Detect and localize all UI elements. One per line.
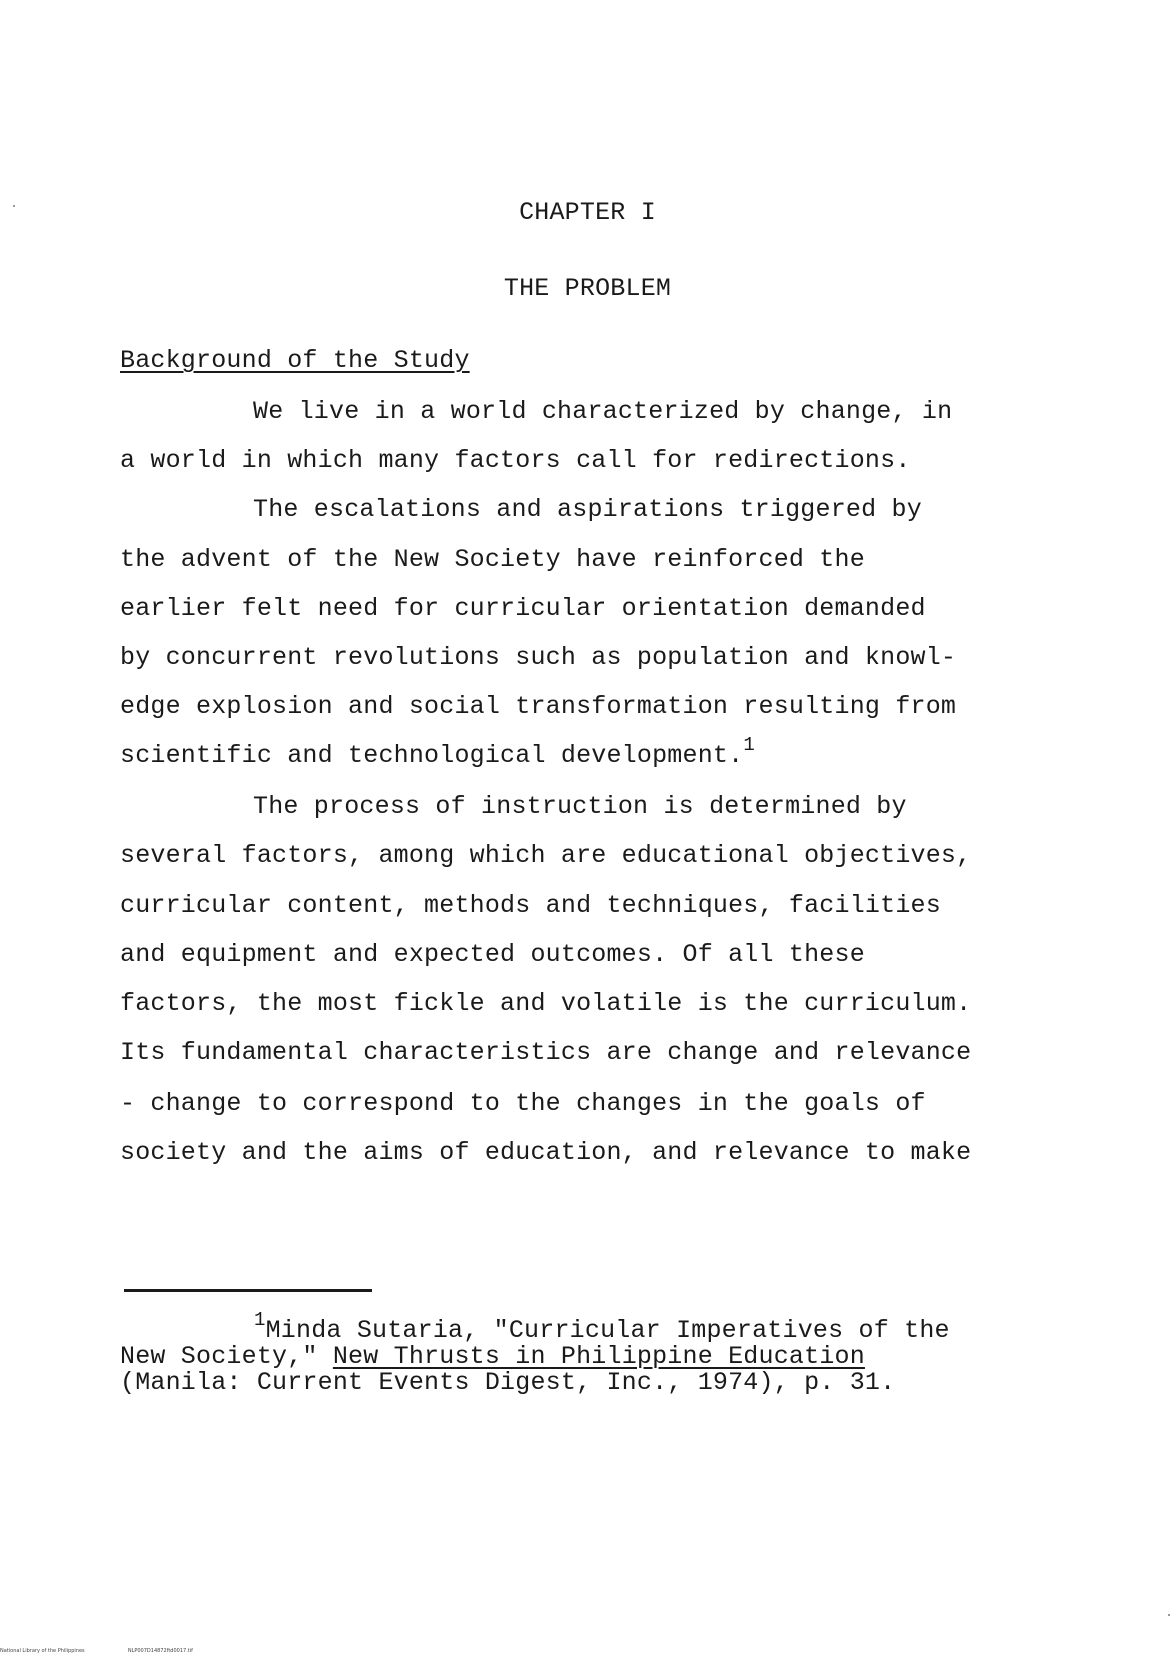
footnote-number: 1 (254, 1309, 266, 1331)
footnote-reference: 1 (743, 734, 755, 756)
body-line: The process of instruction is determined by (253, 792, 907, 821)
scan-footer-file: NLP007D14872ftd0017.tif (127, 1648, 193, 1654)
chapter-title: THE PROBLEM (503, 274, 672, 303)
body-line: several factors, among which are educational objectives, (120, 841, 972, 870)
body-line: curricular content, methods and techniques, facilities (120, 891, 941, 920)
footnote-book-title: New Thrusts in Philippine Education (332, 1342, 865, 1371)
body-line-text: scientific and technological development. (120, 741, 744, 770)
body-line: a world in which many factors call for redirections. (120, 446, 911, 475)
body-line: edge explosion and social transformation resulting from (120, 692, 957, 721)
body-line: and equipment and expected outcomes. Of all these (120, 940, 865, 969)
footnote-text: New Society," (120, 1342, 333, 1371)
footnote-text: Minda Sutaria, "Curricular Imperatives of the (265, 1316, 950, 1345)
section-heading: Background of the Study (120, 346, 470, 375)
scan-speck (1168, 1614, 1170, 1616)
scan-speck (13, 205, 15, 207)
body-line: The escalations and aspirations triggered by (253, 495, 922, 524)
scan-footer-library: National Library of the Philippines (0, 1648, 85, 1654)
body-line: earlier felt need for curricular orientation demanded (120, 594, 926, 623)
body-line: the advent of the New Society have reinforced the (120, 545, 865, 574)
body-line: factors, the most fickle and volatile is the curriculum. (120, 989, 972, 1018)
footnote-divider (124, 1289, 372, 1292)
body-line: Its fundamental characteristics are change and relevance (120, 1038, 972, 1067)
footnote-line (120, 1344, 865, 1370)
footnote-line: (Manila: Current Events Digest, Inc., 1974), p. 31. (120, 1368, 896, 1397)
body-line (120, 734, 755, 772)
chapter-heading: CHAPTER I (519, 198, 656, 227)
scan-footer (0, 1648, 193, 1654)
footnote-line (254, 1309, 950, 1345)
body-line: by concurrent revolutions such as population and knowl- (120, 643, 957, 672)
body-line: society and the aims of education, and relevance to make (120, 1138, 972, 1167)
body-line: We live in a world characterized by change, in (253, 397, 953, 426)
body-line: - change to correspond to the changes in the goals of (120, 1089, 926, 1118)
